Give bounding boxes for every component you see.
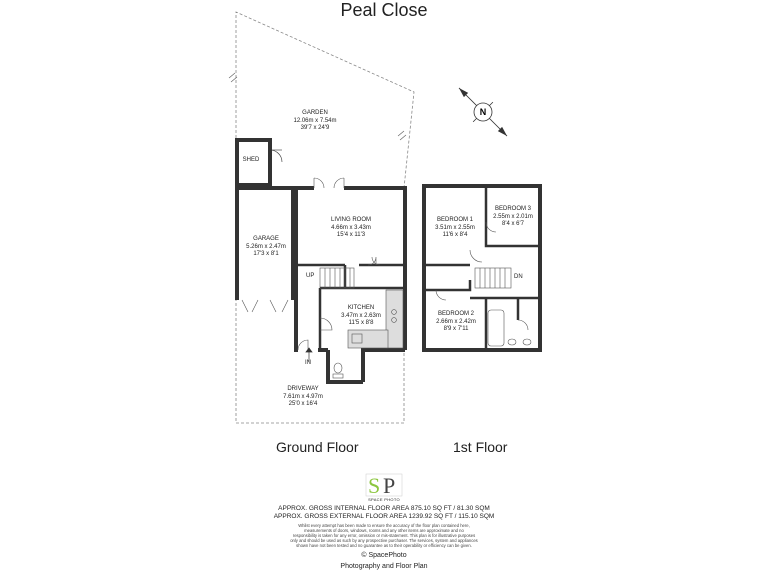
logo-text: SPACE PHOTO (368, 497, 400, 502)
stairs-ground (320, 268, 354, 288)
internal-area: APPROX. GROSS INTERNAL FLOOR AREA 875.10 SQ FT / 81.30 SQM (278, 505, 490, 512)
driveway-label: DRIVEWAY 7.61m x 4.97m 25'0 x 16'4 (283, 386, 323, 407)
garden-label: GARDEN 12.06m x 7.54m 39'7 x 24'9 (293, 110, 337, 131)
copyright: © SpacePhoto (361, 552, 407, 559)
stairs-first (475, 268, 511, 288)
external-area: APPROX. GROSS EXTERNAL FLOOR AREA 1239.92 SQ FT / 115.10 SQM (273, 513, 495, 520)
shed-label: SHED (242, 157, 260, 163)
first-floor-label: 1st Floor (453, 439, 508, 455)
space-photo-logo (366, 473, 402, 498)
bedroom2-label: BEDROOM 2 2.66m x 2.42m 8'9 x 7'11 (436, 311, 476, 332)
ground-floor-label: Ground Floor (276, 439, 359, 455)
bedroom1-label: BEDROOM 1 3.51m x 2.55m 11'6 x 8'4 (435, 217, 475, 238)
garage-label: GARAGE 5.26m x 2.47m 17'3 x 8'1 (246, 236, 286, 257)
dn-label: DN (514, 274, 523, 280)
kitchen-label: KITCHEN 3.47m x 2.63m 11'5 x 8'8 (341, 305, 381, 326)
up-label: UP (306, 273, 315, 279)
page-title: Peal Close (340, 0, 428, 20)
bedroom3-label: BEDROOM 3 2.55m x 2.01m 8'4 x 6'7 (493, 206, 533, 227)
north-arrow-icon (449, 78, 517, 146)
bath (488, 310, 531, 346)
svg-text:S: S (368, 473, 381, 498)
credit: Photography and Floor Plan (340, 563, 428, 570)
svg-text:N: N (479, 107, 487, 117)
living-room-label: LIVING ROOM 4.66m x 3.43m 15'4 x 11'3 (330, 217, 371, 238)
svg-text:P: P (383, 473, 396, 498)
in-label: IN (305, 360, 311, 366)
disclaimer: Whilst every attempt has been made to ensure the accuracy of the floor plan contained here, measurements of doors, windows, rooms and any other items are approximate and no responsibility is taken for any error, omission or mis-statement. This plan is for illustrative purposes only and should be used as such by any prospective purchaser. The services, system and appliances shown have not been tested and no guarantee as to their operability or efficiency can be given. (290, 523, 478, 548)
